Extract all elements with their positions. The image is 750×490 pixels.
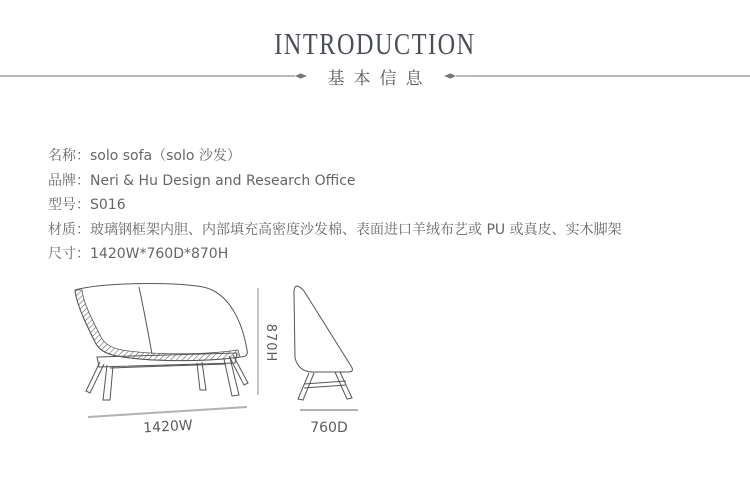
spec-label: 型号 [48, 197, 76, 214]
spec-row-name [48, 144, 708, 169]
side-body-outline [294, 286, 352, 372]
spec-label: 材质 [48, 221, 76, 238]
subtitle-divider [0, 64, 750, 88]
front-back-leg [197, 362, 206, 390]
spec-value: 1420W*760D*870H [90, 246, 229, 263]
section-subtitle: 基本信息 [327, 68, 432, 89]
page-title: INTRODUCTION [274, 26, 476, 61]
spec-label: 品牌 [48, 172, 76, 189]
spec-separator: ： [76, 172, 90, 189]
depth-dimension-label: 760D [310, 420, 348, 436]
width-dimension-label: 1420W [142, 417, 194, 437]
spec-label: 尺寸 [48, 246, 76, 263]
diamond-arrow-left-icon [444, 71, 476, 81]
front-view [75, 284, 248, 400]
spec-list [48, 144, 708, 267]
spec-separator: ： [76, 246, 90, 263]
spec-separator: ： [76, 197, 90, 214]
spec-label: 名称 [48, 148, 76, 164]
divider-line-left [0, 75, 275, 77]
spec-row-size [48, 242, 708, 267]
front-seat-seam [139, 287, 152, 354]
spec-value: S016 [90, 197, 126, 214]
height-dimension-label: 870H [263, 323, 278, 363]
width-dimension-line [88, 407, 247, 417]
side-view [294, 286, 352, 400]
spec-separator: ： [76, 221, 90, 238]
spec-row-brand [48, 169, 708, 194]
spec-value: Neri & Hu Design and Research Office [90, 172, 356, 189]
spec-value: solo sofa（solo 沙发） [90, 148, 241, 164]
spec-value: 玻璃钢框架内胆、内部填充高密度沙发棉、表面进口羊绒布艺或 PU 或真皮、实木脚架 [90, 221, 622, 238]
diamond-arrow-right-icon [275, 71, 307, 81]
front-right-outer-leg [229, 355, 248, 385]
spec-separator: ： [76, 148, 90, 164]
spec-row-material [48, 218, 708, 243]
spec-row-model [48, 193, 708, 218]
front-hatch-band [75, 290, 240, 361]
divider-line-right [476, 75, 750, 77]
side-left-leg [298, 373, 314, 400]
sofa-dimension-diagram [0, 270, 400, 450]
front-left-inner-leg [103, 365, 113, 400]
